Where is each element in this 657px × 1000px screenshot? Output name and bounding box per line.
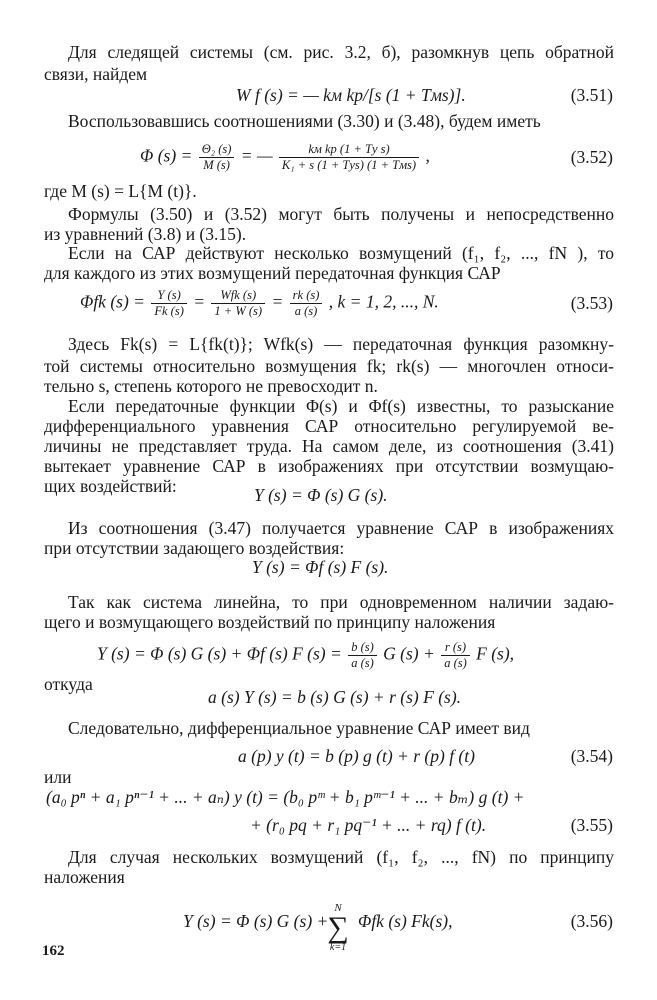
text-line: Для случая нескольких возмущений (f₁, f₂, ..., fN) по принципу bbox=[68, 847, 614, 867]
eq-part: = — bbox=[240, 145, 273, 166]
equation-aY: a (s) Y (s) = b (s) G (s) + r (s) F (s). bbox=[208, 687, 462, 707]
eq-part: = bbox=[193, 291, 206, 312]
equation-number: (3.56) bbox=[570, 911, 613, 931]
summation-sign bbox=[323, 902, 353, 954]
text-line: щего и возмущающего воздействий по принципу наложения bbox=[44, 612, 496, 632]
denominator: a (s) bbox=[351, 656, 374, 670]
text-line: Воспользовавшись соотношениями (3.30) и (3.48), будем иметь bbox=[68, 111, 541, 131]
sigma-icon: ∑ bbox=[327, 911, 349, 944]
fraction bbox=[279, 142, 419, 173]
equation-3-56-lhs: Y (s) = Φ (s) G (s) + bbox=[183, 911, 329, 931]
equation-3-54: a (p) y (t) = b (p) g (t) + r (p) f (t) bbox=[238, 746, 475, 766]
text-line: той системы относительно возмущения fk; rk(s) — многочлен относи- bbox=[44, 356, 614, 376]
denominator: 1 + W (s) bbox=[214, 304, 263, 318]
eq-part: Y (s) = Φ (s) G (s) + Φf (s) F (s) = bbox=[97, 643, 342, 664]
eq-part: = bbox=[271, 291, 284, 312]
equation-number: (3.55) bbox=[570, 815, 613, 835]
text-line: Если передаточные функции Φ(s) и Φf(s) известны, то разыскание bbox=[68, 396, 614, 416]
fraction bbox=[441, 640, 470, 671]
sum-upper-limit: N bbox=[334, 902, 342, 914]
numerator: b (s) bbox=[348, 640, 377, 656]
eq-part: , k = 1, 2, ..., N. bbox=[328, 291, 439, 312]
equation-superposition bbox=[97, 640, 514, 671]
equation-3-53 bbox=[80, 288, 439, 319]
fraction bbox=[211, 288, 265, 319]
text-line: или bbox=[44, 767, 72, 787]
text-line: личины не представляет труда. На самом деле, из соотношения (3.41) bbox=[44, 436, 614, 456]
text-line: при отсутствии задающего воздействия: bbox=[44, 538, 345, 558]
text-line: Из соотношения (3.47) получается уравнение САР в изображениях bbox=[68, 518, 614, 538]
text-line: из уравнений (3.8) и (3.15). bbox=[44, 224, 247, 244]
text-line: вытекает уравнение САР в изображениях при отсутствии возмущаю- bbox=[44, 456, 614, 476]
eq-part: G (s) + bbox=[383, 643, 435, 664]
equation-3-55-line1: (a₀ pⁿ + a₁ pⁿ⁻¹ + ... + aₙ) y (t) = (b₀ pᵐ + b₁ pᵐ⁻¹ + ... + bₘ) g (t) + bbox=[46, 787, 525, 807]
equation-number: (3.52) bbox=[570, 147, 613, 167]
equation-3-55-line2: + (r₀ pq + r₁ pq⁻¹ + ... + rq) f (t). bbox=[250, 815, 487, 835]
text-line: Для следящей системы (см. рис. 3.2, б), разомкнув цепь обратной bbox=[68, 42, 614, 62]
numerator: Θ₂ (s) bbox=[199, 142, 235, 158]
page-number: 162 bbox=[42, 943, 65, 959]
fraction bbox=[151, 288, 187, 319]
denominator: a (s) bbox=[444, 656, 467, 670]
equation-number: (3.53) bbox=[570, 293, 613, 313]
text-line: где M (s) = L{M (t)}. bbox=[44, 181, 197, 201]
numerator: r (s) bbox=[441, 640, 470, 656]
text-line: откуда bbox=[44, 674, 93, 694]
equation-number: (3.54) bbox=[570, 746, 613, 766]
eq-part: Φfk (s) = bbox=[80, 291, 145, 312]
equation-Y-phi-G: Y (s) = Φ (s) G (s). bbox=[254, 485, 388, 505]
fraction bbox=[199, 142, 235, 173]
denominator: K₁ + s (1 + Tуs) (1 + Tмs) bbox=[281, 158, 417, 172]
text-line: тельно s, степень которого не превосходит n. bbox=[44, 376, 378, 396]
text-line: щих воздействий: bbox=[44, 476, 177, 496]
text-line: для каждого из этих возмущений передаточная функция САР bbox=[44, 263, 501, 283]
text-line: наложения bbox=[44, 867, 125, 887]
equation-3-52 bbox=[140, 142, 430, 173]
text-line: Следовательно, дифференциальное уравнение САР имеет вид bbox=[68, 718, 530, 738]
equation-3-56-rhs: Φfk (s) Fk(s), bbox=[358, 911, 453, 931]
fraction bbox=[348, 640, 377, 671]
text-line: связи, найдем bbox=[44, 64, 148, 84]
text-line: дифференциального уравнения САР относительно регулируемой ве- bbox=[44, 416, 614, 436]
equation-number: (3.51) bbox=[570, 85, 613, 105]
numerator: Y (s) bbox=[151, 288, 187, 304]
text-line: Здесь Fk(s) = L{fk(t)}; Wfk(s) — передаточная функция разомкну- bbox=[68, 334, 614, 354]
text-line: Формулы (3.50) и (3.52) могут быть получены и непосредственно bbox=[68, 204, 614, 224]
eq-part: , bbox=[425, 145, 430, 166]
fraction bbox=[290, 288, 323, 319]
numerator: rk (s) bbox=[290, 288, 323, 304]
numerator: kм kр (1 + Tу s) bbox=[279, 142, 419, 158]
denominator: a (s) bbox=[294, 304, 318, 318]
text-line: Если на САР действуют несколько возмущений (f₁, f₂, ..., fN ), то bbox=[68, 243, 614, 263]
sum-lower-limit: k=1 bbox=[329, 942, 347, 953]
eq-part: F (s), bbox=[476, 643, 515, 664]
eq-part: Φ (s) = bbox=[140, 145, 193, 166]
denominator: M (s) bbox=[203, 158, 230, 172]
numerator: Wfk (s) bbox=[211, 288, 265, 304]
equation-3-51: W f (s) = — kм kр/[s (1 + Tмs)]. bbox=[236, 85, 466, 105]
equation-Y-phif-F: Y (s) = Φf (s) F (s). bbox=[252, 557, 389, 577]
denominator: Fk (s) bbox=[154, 304, 184, 318]
text-line: Так как система линейна, то при одновременном наличии задаю- bbox=[68, 592, 614, 612]
